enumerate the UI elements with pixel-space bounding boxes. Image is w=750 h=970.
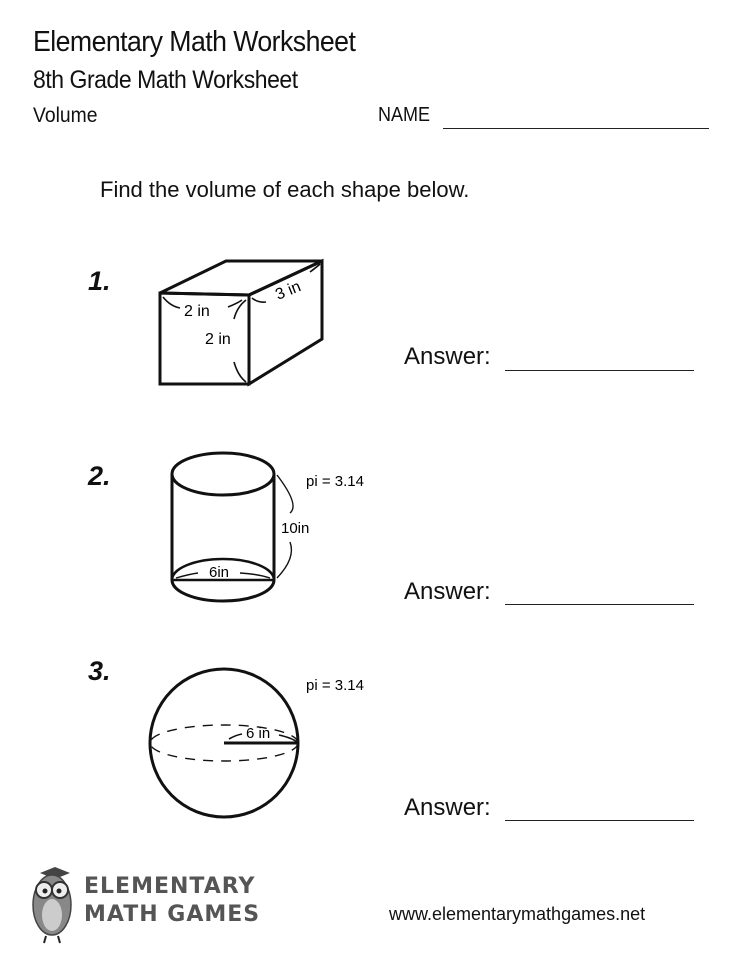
worksheet-subtitle: 8th Grade Math Worksheet (33, 66, 298, 94)
sphere-figure (150, 669, 298, 817)
sphere-radius-label: 6 in (246, 725, 271, 742)
rectangular-prism-figure (160, 261, 322, 384)
problem-2-number: 2. (88, 461, 111, 491)
instructions: Find the volume of each shape below. (100, 177, 470, 202)
logo-line-1: ELEMENTARY (84, 874, 256, 899)
name-label: NAME (378, 104, 431, 126)
cylinder-figure (172, 453, 293, 601)
prism-width-label: 2 in (184, 303, 210, 320)
sphere-pi-label: pi = 3.14 (306, 677, 364, 694)
prism-height-label: 2 in (205, 331, 231, 348)
cylinder-height-label: 10in (281, 520, 310, 537)
problem-2-answer-label: Answer: (404, 578, 491, 605)
worksheet-topic: Volume (33, 104, 98, 127)
problem-3-number: 3. (88, 656, 111, 686)
problem-2-answer-line[interactable] (505, 604, 694, 605)
prism-depth-label: 3 in (273, 278, 304, 304)
cylinder-pi-label: pi = 3.14 (306, 473, 364, 490)
website-url: www.elementarymathgames.net (389, 904, 646, 924)
problem-1-answer-label: Answer: (404, 343, 491, 370)
problem-1-answer-line[interactable] (505, 370, 694, 371)
problem-3-answer-line[interactable] (505, 820, 694, 821)
problem-3-answer-label: Answer: (404, 794, 491, 821)
owl-mascot-icon (33, 867, 71, 943)
worksheet-title: Elementary Math Worksheet (33, 26, 356, 58)
cylinder-diameter-label: 6in (209, 564, 230, 581)
problem-1-number: 1. (88, 266, 111, 296)
logo-line-2: MATH GAMES (84, 902, 261, 927)
